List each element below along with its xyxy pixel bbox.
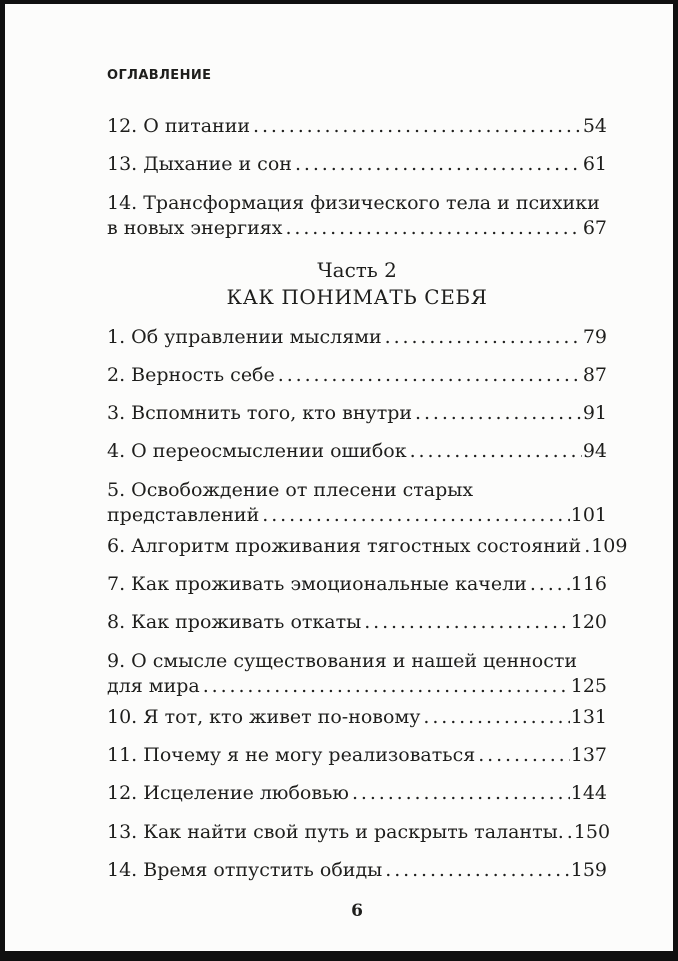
entry-title: 12. Исцеление любовью [107,782,349,805]
page-number: 6 [351,901,363,921]
dot-leader [278,363,582,389]
entry-page: 61 [582,153,607,176]
entry-title: 7. Как проживать эмоциональные качели [107,573,527,596]
entry-page: 87 [582,363,607,386]
part-title: КАК ПОНИМАТЬ СЕБЯ [226,284,488,309]
dot-leader [410,439,582,465]
entry-title: 14. Время отпустить обиды [107,858,383,881]
entry-title-line2: в новых энергиях [107,217,283,240]
toc-entry [107,610,607,636]
entry-page: 137 [570,743,607,766]
book-page [5,4,673,951]
dot-leader [584,534,590,560]
entry-page: 131 [570,705,607,728]
entry-page: 120 [570,611,607,634]
entry-page: 94 [582,440,607,463]
toc-entry [107,325,607,351]
dot-leader [385,325,582,351]
entry-title: 13. Дыхание и сон [107,153,292,176]
toc-entry [107,439,607,465]
dot-leader [530,572,570,598]
entry-page: 125 [570,675,607,698]
running-header: ОГЛАВЛЕНИЕ [107,68,212,83]
entry-title-line1: 5. Освобождение от плесени старых [107,478,474,501]
toc-entry [107,191,607,242]
toc-entry [107,858,607,884]
entry-title-line2: представлений [107,504,260,527]
entry-title: 13. Как найти свой путь и раскрыть таланты. [107,820,564,843]
entry-page: 54 [582,115,607,137]
entry-page: 79 [582,325,607,348]
entry-page: 116 [570,573,607,596]
dot-leader [285,216,581,242]
toc-entry [107,705,607,731]
entry-title: 6. Алгоритм проживания тягостных состояний [107,534,582,557]
dot-leader [385,858,569,884]
entry-page: 159 [570,858,607,881]
toc-entry [107,820,611,846]
entry-title: 11. Почему я не могу реализоваться [107,743,476,766]
entry-title-line1: 14. Трансформация физического тела и психики [107,191,600,214]
entry-title-line1: 9. О смысле существования и нашей ценности [107,649,578,672]
toc-entry [107,363,607,389]
entry-page: 101 [570,504,607,527]
toc-entry [107,152,607,178]
entry-title: 3. Вспомнить того, кто внутри [107,402,413,425]
entry-title: 8. Как проживать откаты [107,611,362,634]
entry-title-line2: для мира [107,675,200,698]
dot-leader [478,743,570,769]
dot-leader [203,674,570,700]
toc-entry [107,572,607,598]
entry-page: 109 [591,534,628,557]
entry-title: 10. Я тот, кто живет по-новому [107,705,421,728]
entry-title: 12. О питании [107,115,251,137]
toc-entry [107,401,607,427]
toc-entry [107,743,607,769]
dot-leader [253,114,582,140]
part-label: Часть 2 [317,257,397,282]
dot-leader [364,610,570,636]
entry-page: 91 [582,402,607,425]
entry-page: 144 [570,782,607,805]
dot-leader [415,401,582,427]
toc-entry [107,478,607,529]
entry-page: 67 [582,217,607,240]
dot-leader [352,781,570,807]
toc-part-2-entries [107,325,628,884]
toc-part-1-entries [107,114,607,242]
toc-entry [107,781,607,807]
entry-title: 4. О переосмыслении ошибок [107,440,407,463]
dot-leader [295,152,582,178]
part-heading [107,257,607,311]
dot-leader [423,705,569,731]
toc-entry [107,114,607,140]
dot-leader [262,503,569,529]
toc-entry [107,534,628,560]
entry-title: 2. Верность себе [107,363,275,386]
dot-leader [567,820,573,846]
entry-title: 1. Об управлении мыслями [107,325,382,348]
toc-entry [107,649,607,700]
entry-page: 150 [573,820,611,843]
